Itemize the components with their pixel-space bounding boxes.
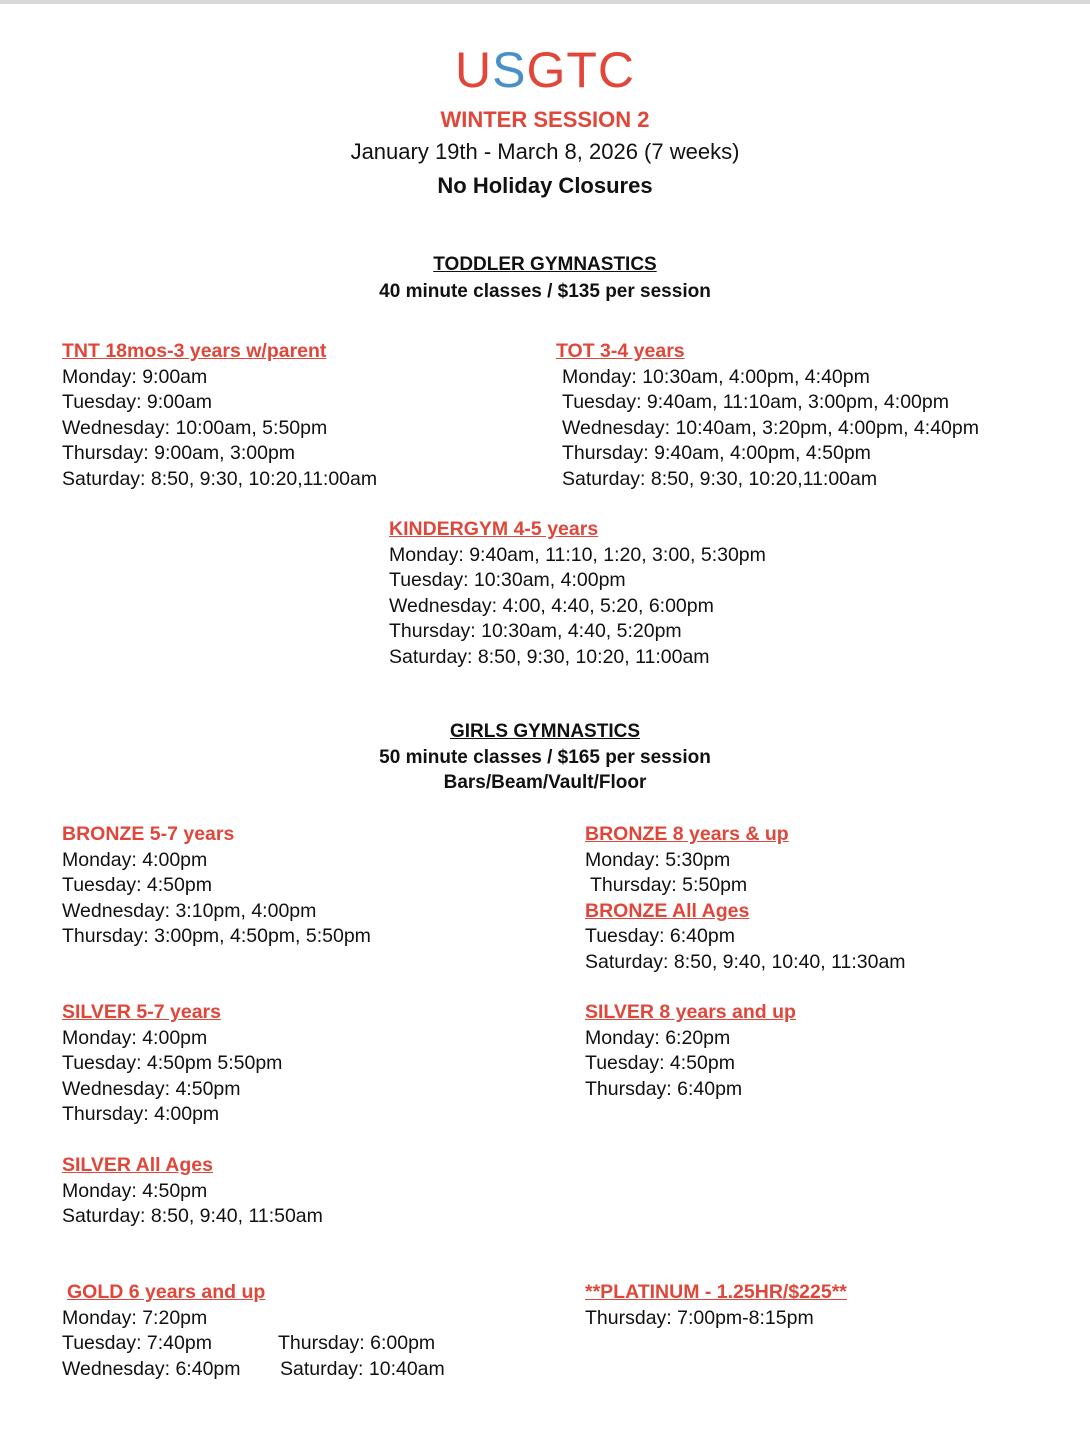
tot-schedule-line: Monday: 10:30am, 4:00pm, 4:40pm — [562, 365, 870, 388]
kindergym-class-block — [389, 517, 766, 671]
page-top-border — [0, 0, 1090, 4]
tot-heading: TOT 3-4 years — [556, 340, 685, 362]
girls-events-list: Bars/Beam/Vault/Floor — [443, 772, 647, 793]
tnt-class-block — [62, 339, 377, 493]
silver-all-ages-heading: SILVER All Ages — [62, 1154, 213, 1176]
tnt-schedule-line: Saturday: 8:50, 9:30, 10:20,11:00am — [62, 467, 378, 490]
silver-5-7-block — [62, 1000, 282, 1128]
platinum-class-block — [585, 1280, 847, 1331]
kindergym-schedule-line: Saturday: 8:50, 9:30, 10:20, 11:00am — [389, 645, 710, 668]
session-title: WINTER SESSION 2 — [440, 107, 650, 132]
bronze-5-7-schedule-line: Wednesday: 3:10pm, 4:00pm — [62, 899, 317, 922]
usgtc-logo — [0, 44, 1090, 96]
silver-8-up-schedule-line: Thursday: 6:40pm — [585, 1077, 743, 1100]
tnt-schedule-line: Monday: 9:00am — [62, 365, 208, 388]
bronze-8-up-heading: BRONZE 8 years & up — [585, 823, 789, 845]
gold-schedule-line: Wednesday: 6:40pm — [62, 1357, 241, 1380]
gold-schedule-row — [62, 1357, 445, 1383]
bronze-all-ages-schedule-line: Tuesday: 6:40pm — [585, 925, 735, 948]
gold-schedule-line: Saturday: 10:40am — [280, 1357, 445, 1380]
kindergym-schedule-line: Tuesday: 10:30am, 4:00pm — [389, 569, 626, 592]
silver-8-up-heading: SILVER 8 years and up — [585, 1001, 796, 1023]
kindergym-schedule-line: Thursday: 10:30am, 4:40, 5:20pm — [389, 620, 682, 643]
silver-5-7-schedule-line: Thursday: 4:00pm — [62, 1103, 220, 1126]
bronze-8-up-block — [585, 822, 906, 976]
tnt-schedule-line: Thursday: 9:00am, 3:00pm — [62, 442, 296, 465]
bronze-all-ages-heading: BRONZE All Ages — [585, 899, 750, 922]
bronze-8-up-schedule-line: Thursday: 5:50pm — [590, 874, 748, 897]
tot-schedule-line: Tuesday: 9:40am, 11:10am, 3:00pm, 4:00pm — [562, 391, 949, 414]
bronze-5-7-block — [62, 822, 371, 950]
bronze-5-7-heading: BRONZE 5-7 years — [62, 823, 235, 845]
silver-all-ages-schedule-line: Monday: 4:50pm — [62, 1179, 208, 1202]
silver-8-up-schedule-line: Tuesday: 4:50pm — [585, 1052, 735, 1075]
toddler-section-subtitle: 40 minute classes / $135 per session — [379, 281, 711, 302]
bronze-5-7-schedule-line: Tuesday: 4:50pm — [62, 874, 212, 897]
toddler-section-title: TODDLER GYMNASTICS — [433, 254, 657, 275]
silver-8-up-block — [585, 1000, 796, 1102]
gold-class-block — [62, 1280, 445, 1382]
gold-schedule-line: Thursday: 6:00pm — [278, 1332, 436, 1355]
logo-letter-s: S — [492, 42, 527, 98]
kindergym-schedule-line: Wednesday: 4:00, 4:40, 5:20, 6:00pm — [389, 594, 714, 617]
gold-schedule-line: Monday: 7:20pm — [62, 1306, 208, 1329]
silver-5-7-schedule-line: Monday: 4:00pm — [62, 1026, 208, 1049]
silver-all-ages-schedule-line: Saturday: 8:50, 9:40, 11:50am — [62, 1205, 323, 1228]
logo-letter-u: U — [454, 42, 493, 98]
gold-heading: GOLD 6 years and up — [67, 1281, 266, 1303]
tot-schedule-line: Saturday: 8:50, 9:30, 10:20,11:00am — [562, 467, 878, 490]
silver-5-7-schedule-line: Wednesday: 4:50pm — [62, 1077, 241, 1100]
girls-section-title: GIRLS GYMNASTICS — [449, 721, 640, 742]
silver-5-7-heading: SILVER 5-7 years — [62, 1001, 221, 1023]
bronze-all-ages-schedule-line: Saturday: 8:50, 9:40, 10:40, 11:30am — [585, 950, 906, 973]
tnt-schedule-line: Wednesday: 10:00am, 5:50pm — [62, 416, 328, 439]
gold-schedule-row — [62, 1331, 445, 1357]
bronze-8-up-schedule-line: Monday: 5:30pm — [585, 848, 731, 871]
girls-section-subtitle: 50 minute classes / $165 per session — [379, 747, 711, 768]
bronze-5-7-schedule-line: Monday: 4:00pm — [62, 848, 208, 871]
tnt-schedule-line: Tuesday: 9:00am — [62, 391, 212, 414]
silver-all-ages-block — [62, 1153, 323, 1230]
holiday-closures-note: No Holiday Closures — [437, 173, 653, 198]
kindergym-schedule-line: Monday: 9:40am, 11:10, 1:20, 3:00, 5:30pm — [389, 543, 766, 566]
session-dates: January 19th - March 8, 2026 (7 weeks) — [350, 139, 740, 164]
kindergym-heading: KINDERGYM 4-5 years — [389, 518, 599, 540]
tot-schedule-line: Wednesday: 10:40am, 3:20pm, 4:00pm, 4:40pm — [562, 416, 979, 439]
silver-8-up-schedule-line: Monday: 6:20pm — [585, 1026, 731, 1049]
logo-letters-gtc: GTC — [526, 42, 635, 98]
platinum-heading: **PLATINUM - 1.25HR/$225** — [585, 1281, 847, 1303]
tnt-heading: TNT 18mos-3 years w/parent — [62, 340, 327, 362]
tot-class-block — [556, 339, 979, 493]
gold-schedule-line: Tuesday: 7:40pm — [62, 1332, 212, 1355]
bronze-5-7-schedule-line: Thursday: 3:00pm, 4:50pm, 5:50pm — [62, 925, 371, 948]
silver-5-7-schedule-line: Tuesday: 4:50pm 5:50pm — [62, 1052, 283, 1075]
tot-schedule-line: Thursday: 9:40am, 4:00pm, 4:50pm — [562, 442, 871, 465]
platinum-schedule-line: Thursday: 7:00pm-8:15pm — [585, 1306, 814, 1329]
